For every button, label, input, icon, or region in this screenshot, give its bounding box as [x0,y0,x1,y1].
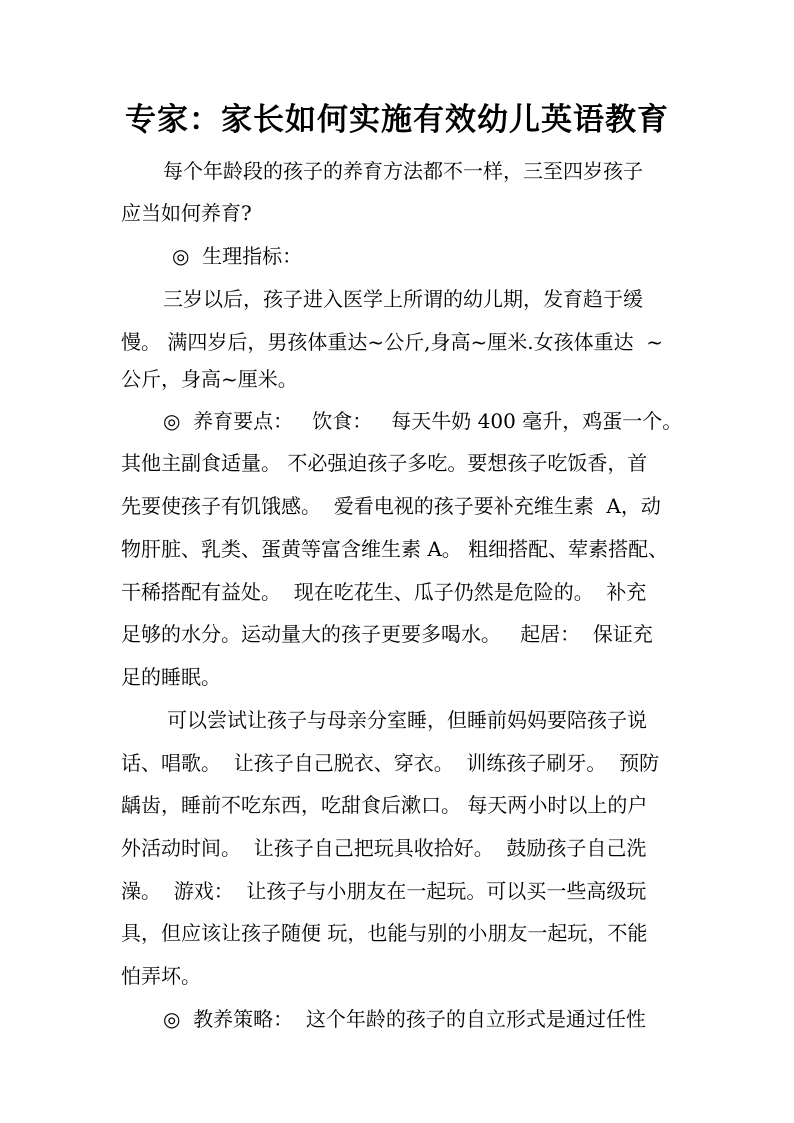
paragraph-line: 公斤，身高~厘米。 [121,367,298,391]
paragraph-line: 足的睡眠。 [121,665,221,689]
paragraph-line: 话、唱歌。 让孩子自己脱衣、穿衣。 训练孩子刷牙。 预防 [121,751,660,775]
paragraph-line: 可以尝试让孩子与母亲分室睡，但睡前妈妈要陪孩子说 [167,708,647,732]
section-heading: ◎ 教养策略： 这个年龄的孩子的自立形式是通过任性 [163,1007,646,1031]
paragraph-line: 足够的水分。运动量大的孩子更要多喝水。 起居： 保证充 [121,622,653,646]
paragraph-line: 龋齿，睡前不吃东西，吃甜食后漱口。 每天两小时以上的户 [121,793,648,817]
paragraph-line: 三岁以后，孩子进入医学上所谓的幼儿期，发育趋于缓 [163,287,643,311]
paragraph-line: 物肝脏、乳类、蛋黄等富含维生素 A。 粗细搭配、荤素搭配、 [121,537,669,561]
section-heading: ◎ 生理指标： [172,244,303,268]
paragraph-line: 应当如何养育? [121,201,252,225]
paragraph-line: 慢。 满四岁后，男孩体重达~公斤,身高~厘米.女孩体重达 ~ [121,330,664,354]
document-title: 专家：家长如何实施有效幼儿英语教育 [125,102,669,138]
paragraph-line: 先要使孩子有饥饿感。 爱看电视的孩子要补充维生素 A，动 [121,494,661,518]
paragraph-line: 怕弄坏。 [121,964,201,988]
paragraph-line: 干稀搭配有益处。 现在吃花生、瓜子仍然是危险的。 补充 [121,580,647,604]
paragraph-line: ◎ 养育要点： 饮食： 每天牛奶 400 毫升，鸡蛋一个。 [163,409,683,433]
paragraph-line: 每个年龄段的孩子的养育方法都不一样，三至四岁孩子 [163,159,643,183]
paragraph-line: 其他主副食适量。 不必强迫孩子多吃。要想孩子吃饭香，首 [121,451,648,475]
paragraph-line: 具，但应该让孩子随便 玩，也能与别的小朋友一起玩，不能 [121,921,648,945]
paragraph-line: 澡。 游戏： 让孩子与小朋友在一起玩。可以买一些高级玩 [121,879,647,903]
paragraph-line: 外活动时间。 让孩子自己把玩具收拾好。 鼓励孩子自己洗 [121,836,647,860]
